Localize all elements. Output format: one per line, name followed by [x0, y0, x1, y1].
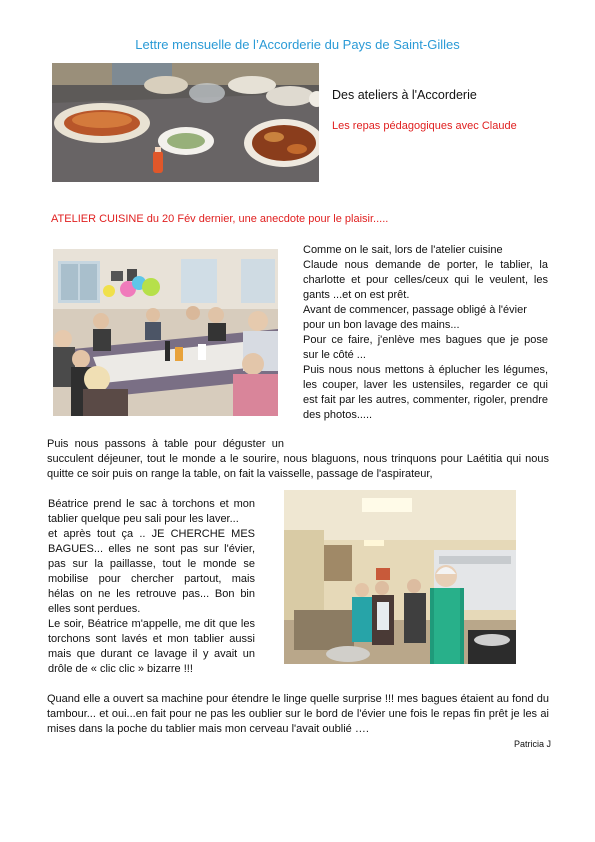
- section-heading: ATELIER CUISINE du 20 Fév dernier, une anecdote pour le plaisir.....: [51, 213, 389, 225]
- author-signature: Patricia J: [513, 739, 551, 749]
- photo-kitchen-cooking: [284, 490, 516, 664]
- story-paragraph: Pour ce faire, j'enlève mes bagues que je pose sur le côté ...: [303, 334, 548, 361]
- story-full-width-1: [47, 437, 549, 482]
- story-paragraph: pour un bon lavage des mains...: [303, 319, 460, 331]
- story-paragraph: Béatrice prend le sac à torchons et mon tablier quelque peu sali pour les laver...: [48, 498, 255, 525]
- story-full-width-2: [47, 692, 549, 737]
- story-left-column: [48, 497, 255, 677]
- newsletter-masthead: Lettre mensuelle de l’Accorderie du Pays de Saint-Gilles: [135, 37, 460, 52]
- article-title: Des ateliers à l'Accorderie: [332, 88, 477, 102]
- story-paragraph: Puis nous nous mettons à éplucher les légumes, les couper, laver les ustensiles, regarder ce qui est fait par les autres, commenter, rigoler, prendre des photos.....: [303, 364, 548, 421]
- story-paragraph: Claude nous demande de porter, le tablier, la charlotte et pour celles/ceux qui le veulent, les gants ...et on est prêt.: [303, 259, 548, 301]
- story-right-column: [303, 243, 548, 423]
- story-paragraph: Puis nous passons à table pour déguster un succulent déjeuner, tout le monde a le sourire, nous blaguons, nous trinquons pour Laétitia qui nous quitte ce soir puis on range la table, on fait la vaisselle, passage de l'aspirateur,: [47, 438, 549, 480]
- story-paragraph: Quand elle a ouvert sa machine pour étendre le linge quelle surprise !!! mes bagues étaient au fond du tambour... et oui...en fait pour ne pas les oublier sur le bord de l'évier une fois le repas fin prêt je les ai mises dans la poche du tablier mais mon cerveau l'avait oublié ….: [47, 693, 549, 735]
- story-paragraph: Comme on le sait, lors de l'atelier cuisine: [303, 244, 503, 256]
- photo-dishes-on-table: [52, 63, 319, 182]
- story-paragraph: et après tout ça .. JE CHERCHE MES BAGUES... elles ne sont pas sur l'évier, pas sur la paillasse, tout le monde se mobilise pour chercher partout, mais hélas on ne les retrouve pas... Bon bin elles sont perdues.: [48, 528, 255, 615]
- article-subtitle: Les repas pédagogiques avec Claude: [332, 120, 517, 132]
- story-paragraph: Avant de commencer, passage obligé à l'évier: [303, 304, 527, 316]
- story-paragraph: Le soir, Béatrice m'appelle, me dit que les torchons sont lavés et mon tablier aussi mais que durant ce lavage il y avait un drôle de « clic clic » bizarre !!!: [48, 618, 255, 675]
- photo-group-lunch: [53, 249, 278, 416]
